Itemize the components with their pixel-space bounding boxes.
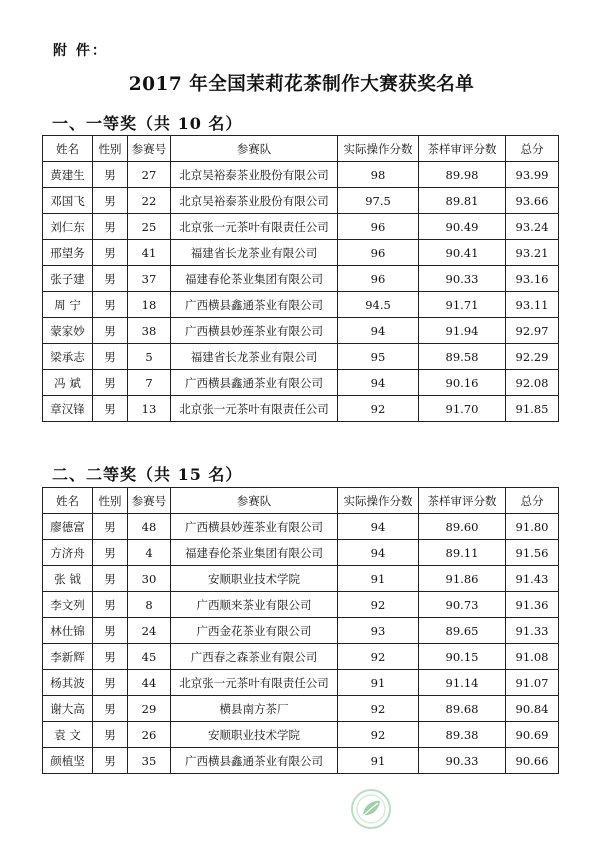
cell-name: 邓国飞	[43, 188, 93, 214]
cell-team: 广西顺来茶业有限公司	[171, 592, 338, 618]
column-header-name: 姓名	[43, 136, 93, 162]
table-row	[43, 318, 559, 344]
cell-gender: 男	[93, 566, 128, 592]
cell-name: 李新辉	[43, 644, 93, 670]
table-row	[43, 292, 559, 318]
cell-operation-score: 94	[338, 318, 419, 344]
cell-total-score: 90.69	[506, 722, 559, 748]
cell-team: 北京张一元茶叶有限责任公司	[171, 670, 338, 696]
cell-name: 刘仁东	[43, 214, 93, 240]
table-header-row	[43, 488, 559, 514]
cell-gender: 男	[93, 540, 128, 566]
column-header-sample-score: 茶样审评分数	[419, 136, 506, 162]
cell-operation-score: 91	[338, 566, 419, 592]
cell-total-score: 92.97	[506, 318, 559, 344]
cell-name: 袁 文	[43, 722, 93, 748]
cell-gender: 男	[93, 670, 128, 696]
cell-sample-score: 90.16	[419, 370, 506, 396]
cell-entry-number: 48	[128, 514, 171, 540]
cell-operation-score: 92	[338, 644, 419, 670]
cell-gender: 男	[93, 188, 128, 214]
cell-name: 杨其波	[43, 670, 93, 696]
cell-gender: 男	[93, 370, 128, 396]
cell-total-score: 91.07	[506, 670, 559, 696]
cell-total-score: 93.16	[506, 266, 559, 292]
cell-entry-number: 4	[128, 540, 171, 566]
cell-team: 广西横县鑫通茶业有限公司	[171, 370, 338, 396]
table-row	[43, 670, 559, 696]
cell-team: 北京吴裕泰茶业股份有限公司	[171, 162, 338, 188]
cell-team: 广西横县鑫通茶业有限公司	[171, 292, 338, 318]
column-header-sample-score: 茶样审评分数	[419, 488, 506, 514]
cell-team: 福建省长龙茶业有限公司	[171, 344, 338, 370]
column-header-total-score: 总分	[506, 136, 559, 162]
cell-name: 蒙家妙	[43, 318, 93, 344]
column-header-gender: 性别	[93, 488, 128, 514]
cell-total-score: 91.80	[506, 514, 559, 540]
cell-total-score: 91.36	[506, 592, 559, 618]
cell-operation-score: 97.5	[338, 188, 419, 214]
table-row	[43, 566, 559, 592]
first-prize-heading: 一、一等奖（共 10 名）	[52, 114, 243, 133]
cell-sample-score: 89.58	[419, 344, 506, 370]
column-header-operation-score: 实际操作分数	[338, 488, 419, 514]
cell-total-score: 90.66	[506, 748, 559, 774]
cell-gender: 男	[93, 214, 128, 240]
cell-operation-score: 95	[338, 344, 419, 370]
cell-operation-score: 93	[338, 618, 419, 644]
column-header-name: 姓名	[43, 488, 93, 514]
table-row	[43, 344, 559, 370]
cell-gender: 男	[93, 396, 128, 422]
cell-total-score: 91.56	[506, 540, 559, 566]
cell-entry-number: 13	[128, 396, 171, 422]
cell-entry-number: 45	[128, 644, 171, 670]
cell-sample-score: 89.68	[419, 696, 506, 722]
cell-team: 福建春伦茶业集团有限公司	[171, 266, 338, 292]
cell-sample-score: 90.49	[419, 214, 506, 240]
cell-team: 广西春之森茶业有限公司	[171, 644, 338, 670]
cell-team: 北京张一元茶叶有限责任公司	[171, 214, 338, 240]
cell-gender: 男	[93, 162, 128, 188]
cell-team: 横县南方茶厂	[171, 696, 338, 722]
cell-sample-score: 89.81	[419, 188, 506, 214]
cell-entry-number: 8	[128, 592, 171, 618]
second-prize-table	[42, 487, 559, 774]
table-row	[43, 162, 559, 188]
cell-operation-score: 94.5	[338, 292, 419, 318]
cell-gender: 男	[93, 240, 128, 266]
cell-operation-score: 92	[338, 396, 419, 422]
cell-name: 章汉锋	[43, 396, 93, 422]
cell-operation-score: 91	[338, 748, 419, 774]
cell-total-score: 91.85	[506, 396, 559, 422]
cell-sample-score: 89.38	[419, 722, 506, 748]
cell-entry-number: 24	[128, 618, 171, 644]
cell-total-score: 93.66	[506, 188, 559, 214]
cell-sample-score: 89.65	[419, 618, 506, 644]
cell-operation-score: 96	[338, 266, 419, 292]
cell-sample-score: 91.71	[419, 292, 506, 318]
cell-entry-number: 5	[128, 344, 171, 370]
column-header-team: 参赛队	[171, 136, 338, 162]
cell-operation-score: 96	[338, 214, 419, 240]
cell-name: 黄建生	[43, 162, 93, 188]
cell-name: 颜植坚	[43, 748, 93, 774]
cell-sample-score: 90.73	[419, 592, 506, 618]
cell-operation-score: 94	[338, 370, 419, 396]
cell-team: 广西金花茶业有限公司	[171, 618, 338, 644]
cell-name: 方济舟	[43, 540, 93, 566]
cell-total-score: 91.33	[506, 618, 559, 644]
cell-operation-score: 91	[338, 670, 419, 696]
cell-entry-number: 37	[128, 266, 171, 292]
second-prize-heading: 二、二等奖（共 15 名）	[52, 465, 243, 484]
table-row	[43, 514, 559, 540]
cell-operation-score: 92	[338, 722, 419, 748]
cell-entry-number: 44	[128, 670, 171, 696]
cell-entry-number: 26	[128, 722, 171, 748]
cell-operation-score: 92	[338, 592, 419, 618]
cell-operation-score: 92	[338, 696, 419, 722]
column-header-operation-score: 实际操作分数	[338, 136, 419, 162]
document-title: 2017 年全国茉莉花茶制作大赛获奖名单	[128, 74, 475, 95]
cell-total-score: 90.84	[506, 696, 559, 722]
cell-name: 林仕锦	[43, 618, 93, 644]
cell-total-score: 91.08	[506, 644, 559, 670]
cell-gender: 男	[93, 696, 128, 722]
cell-name: 张子建	[43, 266, 93, 292]
table-row	[43, 188, 559, 214]
cell-sample-score: 91.86	[419, 566, 506, 592]
cell-total-score: 93.24	[506, 214, 559, 240]
cell-entry-number: 7	[128, 370, 171, 396]
table-row	[43, 214, 559, 240]
cell-team: 安顺职业技术学院	[171, 722, 338, 748]
table-header-row	[43, 136, 559, 162]
cell-entry-number: 27	[128, 162, 171, 188]
cell-sample-score: 90.15	[419, 644, 506, 670]
cell-gender: 男	[93, 318, 128, 344]
table-row	[43, 266, 559, 292]
cell-entry-number: 29	[128, 696, 171, 722]
cell-gender: 男	[93, 748, 128, 774]
column-header-entry-number: 参赛号	[128, 488, 171, 514]
attachment-label: 附 件：	[53, 43, 108, 59]
cell-entry-number: 22	[128, 188, 171, 214]
table-row	[43, 540, 559, 566]
table-row	[43, 240, 559, 266]
cell-total-score: 93.99	[506, 162, 559, 188]
cell-name: 张 钺	[43, 566, 93, 592]
cell-sample-score: 91.70	[419, 396, 506, 422]
table-row	[43, 592, 559, 618]
table-row	[43, 696, 559, 722]
cell-entry-number: 41	[128, 240, 171, 266]
cell-name: 谢大高	[43, 696, 93, 722]
cell-entry-number: 25	[128, 214, 171, 240]
cell-team: 广西横县鑫通茶业有限公司	[171, 748, 338, 774]
cell-gender: 男	[93, 514, 128, 540]
cell-name: 周 宁	[43, 292, 93, 318]
cell-team: 广西横县妙莲茶业有限公司	[171, 318, 338, 344]
cell-entry-number: 18	[128, 292, 171, 318]
cell-total-score: 92.08	[506, 370, 559, 396]
cell-name: 邢望务	[43, 240, 93, 266]
cell-operation-score: 94	[338, 540, 419, 566]
table-row	[43, 396, 559, 422]
table-row	[43, 722, 559, 748]
column-header-entry-number: 参赛号	[128, 136, 171, 162]
cell-operation-score: 94	[338, 514, 419, 540]
column-header-gender: 性别	[93, 136, 128, 162]
cell-total-score: 93.11	[506, 292, 559, 318]
cell-team: 福建省长龙茶业有限公司	[171, 240, 338, 266]
cell-team: 安顺职业技术学院	[171, 566, 338, 592]
table-row	[43, 370, 559, 396]
cell-sample-score: 89.60	[419, 514, 506, 540]
cell-name: 梁承志	[43, 344, 93, 370]
cell-entry-number: 30	[128, 566, 171, 592]
cell-sample-score: 90.41	[419, 240, 506, 266]
cell-team: 北京吴裕泰茶业股份有限公司	[171, 188, 338, 214]
column-header-total-score: 总分	[506, 488, 559, 514]
cell-operation-score: 98	[338, 162, 419, 188]
cell-team: 北京张一元茶叶有限责任公司	[171, 396, 338, 422]
cell-team: 广西横县妙莲茶业有限公司	[171, 514, 338, 540]
cell-total-score: 92.29	[506, 344, 559, 370]
cell-sample-score: 91.94	[419, 318, 506, 344]
cell-gender: 男	[93, 344, 128, 370]
first-prize-table	[42, 135, 559, 422]
cell-name: 冯 斌	[43, 370, 93, 396]
cell-team: 福建春伦茶业集团有限公司	[171, 540, 338, 566]
cell-gender: 男	[93, 644, 128, 670]
cell-sample-score: 90.33	[419, 266, 506, 292]
cell-total-score: 91.43	[506, 566, 559, 592]
cell-total-score: 93.21	[506, 240, 559, 266]
cell-name: 廖德富	[43, 514, 93, 540]
cell-entry-number: 35	[128, 748, 171, 774]
tea-leaf-emblem-icon	[349, 787, 393, 831]
cell-entry-number: 38	[128, 318, 171, 344]
cell-gender: 男	[93, 266, 128, 292]
cell-sample-score: 89.11	[419, 540, 506, 566]
table-row	[43, 748, 559, 774]
table-row	[43, 644, 559, 670]
cell-sample-score: 89.98	[419, 162, 506, 188]
cell-gender: 男	[93, 592, 128, 618]
cell-sample-score: 91.14	[419, 670, 506, 696]
cell-gender: 男	[93, 618, 128, 644]
cell-gender: 男	[93, 722, 128, 748]
column-header-team: 参赛队	[171, 488, 338, 514]
cell-name: 李文列	[43, 592, 93, 618]
cell-gender: 男	[93, 292, 128, 318]
cell-sample-score: 90.33	[419, 748, 506, 774]
cell-operation-score: 96	[338, 240, 419, 266]
table-row	[43, 618, 559, 644]
